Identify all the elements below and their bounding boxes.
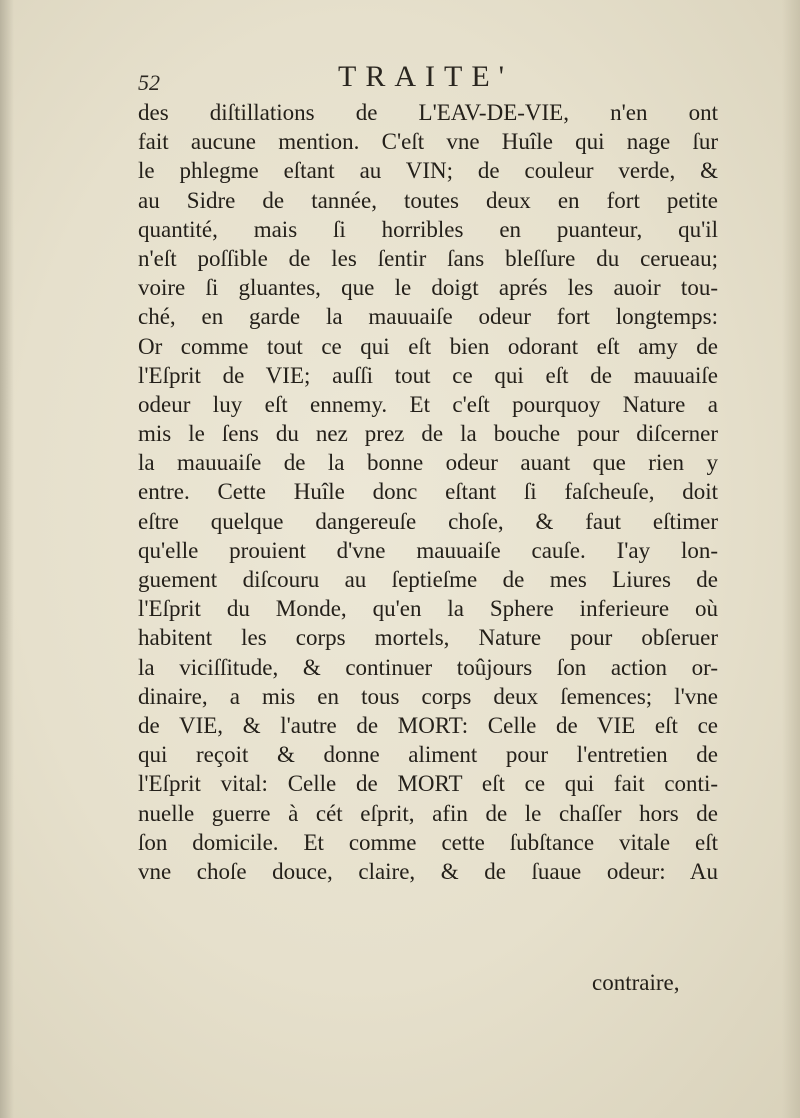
text-line: Or comme tout ce qui eſt bien odorant eſt amy de [138, 333, 718, 359]
text-line: la mauuaiſe de la bonne odeur auant que rien y [138, 450, 718, 476]
page-number: 52 [138, 70, 160, 95]
text-line: de VIE, & l'autre de MORT: Celle de VIE eſt ce [138, 712, 718, 738]
text-line: l'Eſprit de VIE; auſſi tout ce qui eſt de mauuaiſe [138, 362, 718, 388]
text-line: mis le ſens du nez prez de la bouche pour diſcerner [138, 421, 718, 447]
text-line: dinaire, a mis en tous corps deux ſemences; l'vne [138, 683, 718, 709]
running-title: TRAITE' [338, 60, 514, 93]
text-line: le phlegme eſtant au VIN; de couleur verde, & [138, 158, 718, 184]
text-line: eſtre quelque dangereuſe choſe, & faut eſtimer [138, 508, 718, 534]
text-line: odeur luy eſt ennemy. Et c'eſt pourquoy Nature a [138, 391, 718, 417]
text-line: voire ſi gluantes, que le doigt aprés les auoir tou- [138, 275, 718, 301]
text-line: ſon domicile. Et comme cette ſubſtance vitale eſt [138, 829, 718, 855]
text-line: entre. Cette Huîle donc eſtant ſi faſcheuſe, doit [138, 479, 718, 505]
text-line: la viciſſitude, & continuer toûjours ſon action or- [138, 654, 718, 680]
text-line: l'Eſprit vital: Celle de MORT eſt ce qui fait conti- [138, 771, 718, 797]
text-line: vne choſe douce, claire, & de ſuaue odeur: Au [138, 858, 718, 884]
text-line: qui reçoit & donne aliment pour l'entretien de [138, 742, 718, 768]
catchword: contraire, [592, 970, 680, 995]
text-line: habitent les corps mortels, Nature pour obſeruer [138, 625, 718, 651]
body-text [138, 98, 718, 886]
text-line: l'Eſprit du Monde, qu'en la Sphere inferieure où [138, 596, 718, 622]
text-line: qu'elle prouient d'vne mauuaiſe cauſe. I'ay lon- [138, 537, 718, 563]
page-header [138, 58, 718, 98]
text-line: quantité, mais ſi horribles en puanteur, qu'il [138, 216, 718, 242]
text-line: guement diſcouru au ſeptieſme de mes Liures de [138, 567, 718, 592]
text-line: au Sidre de tannée, toutes deux en fort petite [138, 187, 718, 213]
text-line: n'eſt poſſible de les ſentir ſans bleſſure du cerueau; [138, 245, 718, 271]
text-line: des diſtillations de L'EAV-DE-VIE, n'en ont [138, 100, 718, 125]
text-line: fait aucune mention. C'eſt vne Huîle qui nage ſur [138, 129, 718, 155]
text-line: ché, en garde la mauuaiſe odeur fort longtemps: [138, 304, 718, 330]
text-line: nuelle guerre à cét eſprit, afin de le chaſſer hors de [138, 800, 718, 826]
